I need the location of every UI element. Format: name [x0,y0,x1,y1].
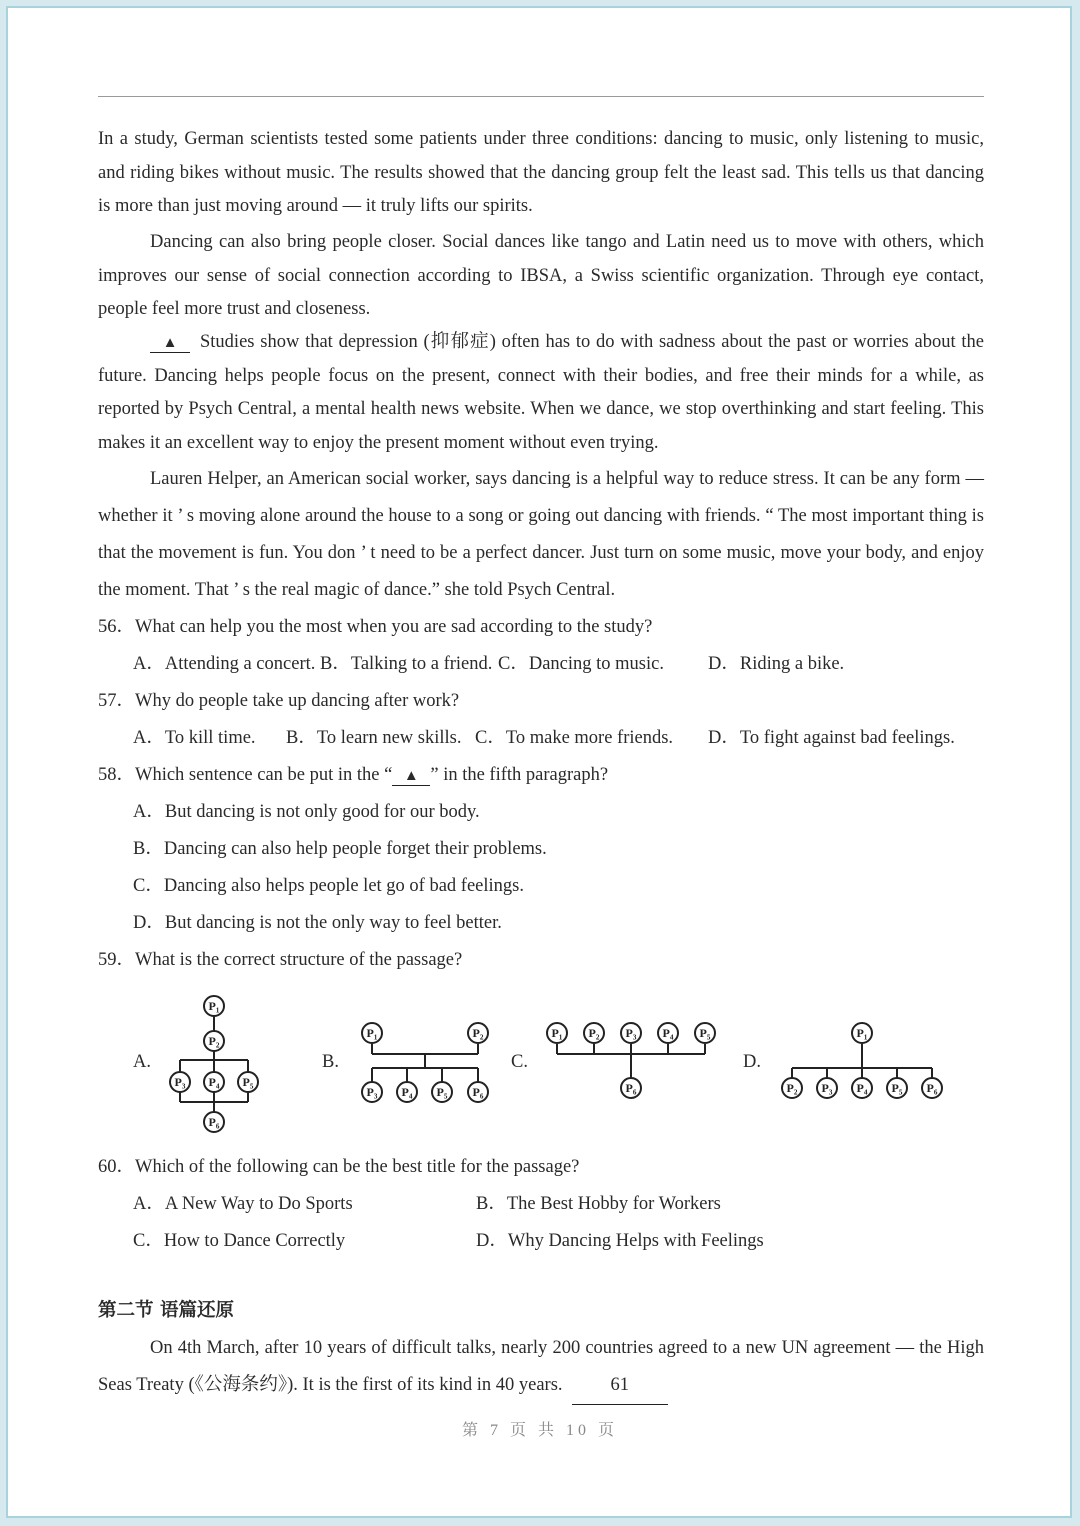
q58-option-d[interactable]: D．But dancing is not the only way to feel better. [133,913,502,933]
question-58 [98,760,608,786]
q60-option-c[interactable]: C．How to Dance Correctly [133,1231,346,1251]
svg-text:P₆: P₆ [625,1081,637,1095]
svg-text:P₁: P₁ [551,1026,563,1040]
svg-text:P₄: P₄ [856,1081,868,1095]
q59-option-b-label[interactable]: B. [322,1052,339,1072]
page-footer: 第 7 页 共 10 页 [461,1422,618,1439]
paragraph-3 [98,326,984,460]
q59-option-c-label[interactable]: C. [511,1052,528,1072]
q56-option-a[interactable]: A．Attending a concert. [133,654,316,674]
svg-text:P₅: P₅ [699,1026,711,1040]
question-60: 60．Which of the following can be the best title for the passage? [98,1157,580,1177]
q58-stem-start: 58．Which sentence can be put in the “ [98,765,393,785]
section2-text: On 4th March, after 10 years of difficult talks, nearly 200 countries agreed to a new UN agreement — the High Seas Treaty (《公海条约》). It is the first of its kind in 40 years. [98,1338,984,1395]
svg-text:P₄: P₄ [401,1085,413,1099]
svg-text:P₄: P₄ [662,1026,674,1040]
q56-option-c[interactable]: C．Dancing to music. [498,654,664,674]
header-rule [98,96,984,97]
paragraph-4 [98,461,984,609]
paragraph-3-text: Studies show that depression (抑郁症) often has to do with sadness about the past or worries about the future. Dancing helps people focus on the present, connect with their bodies, and free their minds for a while, as reported by Psych Central, a mental health news website. When we dance, we stop overthinking and start feeling. This makes it an excellent way to enjoy the present moment without even trying. [98,332,984,453]
q60-option-b[interactable]: B．The Best Hobby for Workers [476,1194,721,1214]
paragraph-4-text: Lauren Helper, an American social worker, says dancing is a helpful way to reduce stress. It can be any form — whether it ’ s moving alone around the house to a song or going out dancing with friends. “ The most important thing is that the movement is fun. You don ’ t need to be a perfect dancer. Just turn on some music, move your body, and enjoy the moment. That ’ s the real magic of dance.” she told Psych Central. [98,469,984,600]
svg-text:P₄: P₄ [208,1075,220,1089]
svg-text:P₂: P₂ [208,1034,220,1048]
svg-text:P₁: P₁ [366,1026,378,1040]
svg-text:P₆: P₆ [472,1085,484,1099]
svg-text:P₅: P₅ [891,1081,903,1095]
answer-blank-triangle: ▲ [150,334,190,353]
question-59: 59．What is the correct structure of the passage? [98,950,463,970]
q60-option-a[interactable]: A．A New Way to Do Sports [133,1194,353,1214]
q58-option-b[interactable]: B．Dancing can also help people forget their problems. [133,839,547,859]
q57-option-c[interactable]: C．To make more friends. [475,728,674,748]
svg-text:P₆: P₆ [208,1115,220,1129]
paragraph-2 [98,226,984,327]
q59-option-a-label[interactable]: A. [133,1052,151,1072]
section-heading: 第二节 语篇还原 [98,1300,234,1321]
q58-option-a[interactable]: A．But dancing is not only good for our body. [133,802,480,822]
q58-option-c[interactable]: C．Dancing also helps people let go of bad feelings. [133,876,524,896]
svg-text:P₁: P₁ [856,1026,868,1040]
section2-paragraph [98,1330,984,1405]
q58-stem-end: ” in the fifth paragraph? [430,765,609,785]
svg-text:P₃: P₃ [174,1075,186,1089]
svg-text:P₂: P₂ [472,1026,484,1040]
paragraph-1: In a study, German scientists tested some patients under three conditions: dancing to music, only listening to music, and riding bikes without music. The results showed that the dancing group felt the least sad. This tells us that dancing is more than just moving around — it truly lifts our spirits. [98,129,984,216]
q56-option-d[interactable]: D．Riding a bike. [708,654,845,674]
q57-option-d[interactable]: D．To fight against bad feelings. [708,728,955,748]
svg-text:P₃: P₃ [821,1081,833,1095]
q59-option-d-label[interactable]: D. [743,1052,761,1072]
q58-blank-triangle: ▲ [392,767,430,786]
paragraph-2-text: Dancing can also bring people closer. Social dances like tango and Latin need us to move with others, which improves our sense of social connection according to IBSA, a Swiss scientific organization. Through eye contact, people feel more trust and closeness. [98,232,984,319]
q57-option-b[interactable]: B．To learn new skills. [286,728,462,748]
q56-option-b[interactable]: B．Talking to a friend. [320,654,493,674]
q60-option-d[interactable]: D．Why Dancing Helps with Feelings [476,1231,764,1251]
svg-text:P₃: P₃ [625,1026,637,1040]
answer-blank-61[interactable]: 61 [572,1367,668,1405]
structure-diagrams [0,990,1080,1150]
svg-text:P₁: P₁ [208,999,220,1013]
svg-text:P₂: P₂ [588,1026,600,1040]
question-57: 57．Why do people take up dancing after work? [98,691,460,711]
svg-text:P₂: P₂ [786,1081,798,1095]
question-56: 56．What can help you the most when you are sad according to the study? [98,617,653,637]
svg-text:P₃: P₃ [366,1085,378,1099]
svg-text:P₅: P₅ [242,1075,254,1089]
svg-text:P₅: P₅ [436,1085,448,1099]
q57-option-a[interactable]: A．To kill time. [133,728,256,748]
svg-text:P₆: P₆ [926,1081,938,1095]
